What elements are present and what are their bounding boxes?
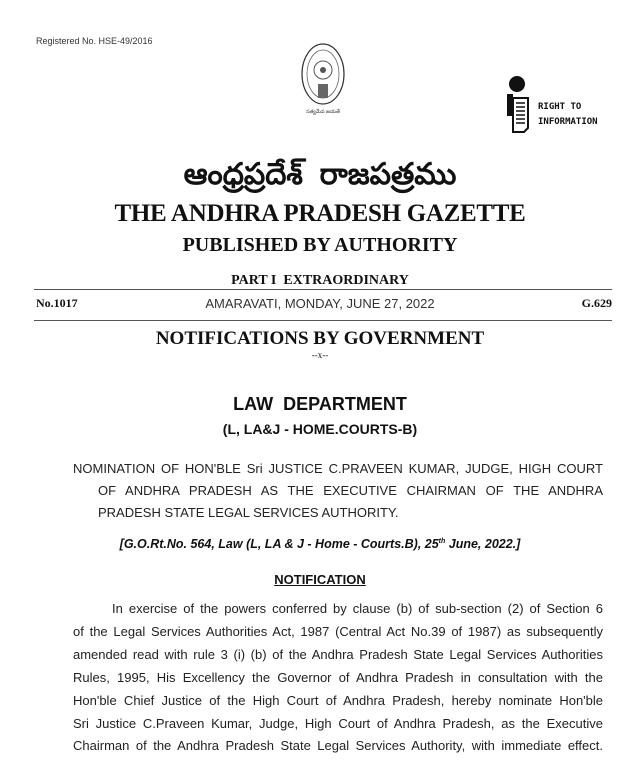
part-label: PART I EXTRAORDINARY bbox=[231, 273, 409, 288]
registered-number: Registered No. HSE-49/2016 bbox=[36, 36, 153, 46]
state-emblem-icon bbox=[300, 40, 346, 116]
nomination-line: OF ANDHRA PRADESH AS THE EXECUTIVE CHAIRMAN OF THE ANDHRA bbox=[98, 483, 603, 498]
place-date: AMARAVATI, MONDAY, JUNE 27, 2022 bbox=[205, 296, 435, 311]
notification-heading: NOTIFICATION bbox=[274, 572, 366, 587]
body-line: Chairman of the Andhra Pradesh State Legal Services Authority, with immediate effect. bbox=[73, 738, 603, 753]
separator: --x-- bbox=[311, 350, 329, 360]
nomination-line: NOMINATION OF HON'BLE Sri JUSTICE C.PRAVEEN KUMAR, JUDGE, HIGH COURT bbox=[73, 461, 603, 476]
issue-number: No.1017 bbox=[36, 296, 78, 310]
body-line: amended read with rule 3 (i) (b) of the Andhra Pradesh State Legal Services Authorities bbox=[73, 647, 603, 662]
emblem-caption: సత్యమేవ జయతే bbox=[306, 109, 340, 115]
telugu-title: ఆంధ్రప్రదేశ్ రాజపత్రము bbox=[183, 158, 457, 191]
rti-label bbox=[538, 100, 598, 130]
rti-logo-icon bbox=[506, 74, 532, 136]
rti-line1: RIGHT TO bbox=[538, 102, 582, 112]
gazette-title: THE ANDHRA PRADESH GAZETTE bbox=[114, 200, 526, 227]
top-rule bbox=[34, 289, 612, 290]
department-title: LAW DEPARTMENT bbox=[233, 394, 407, 414]
go-ref-sup: th bbox=[438, 537, 446, 545]
go-ref-text: [G.O.Rt.No. 564, Law (L, LA & J - Home - Courts.B), 25 bbox=[119, 537, 439, 551]
body-line: Hon'ble Chief Justice of the High Court of Andhra Pradesh, hereby nominate Hon'ble bbox=[73, 693, 603, 708]
body-line: Rules, 1995, His Excellency the Governor of Andhra Pradesh in consultation with the bbox=[73, 670, 603, 685]
department-subtitle: (L, LA&J - HOME.COURTS-B) bbox=[222, 421, 418, 437]
gazette-subtitle: PUBLISHED BY AUTHORITY bbox=[182, 234, 458, 256]
section-title: NOTIFICATIONS BY GOVERNMENT bbox=[155, 328, 485, 349]
nomination-line: PRADESH STATE LEGAL SERVICES AUTHORITY. bbox=[98, 505, 399, 520]
gazette-number: G.629 bbox=[581, 296, 612, 310]
body-line: of the Legal Services Authorities Act, 1987 (Central Act No.39 of 1987) as subsequently bbox=[73, 624, 603, 639]
body-line: In exercise of the powers conferred by clause (b) of sub-section (2) of Section 6 bbox=[112, 601, 603, 616]
body-line: Sri Justice C.Praveen Kumar, Judge, High Court of Andhra Pradesh, as the Executive bbox=[73, 716, 603, 731]
go-reference bbox=[0, 537, 640, 551]
go-ref-date: June, 2022.] bbox=[445, 537, 521, 551]
bottom-rule bbox=[34, 320, 612, 321]
rti-line2: INFORMATION bbox=[538, 117, 598, 127]
